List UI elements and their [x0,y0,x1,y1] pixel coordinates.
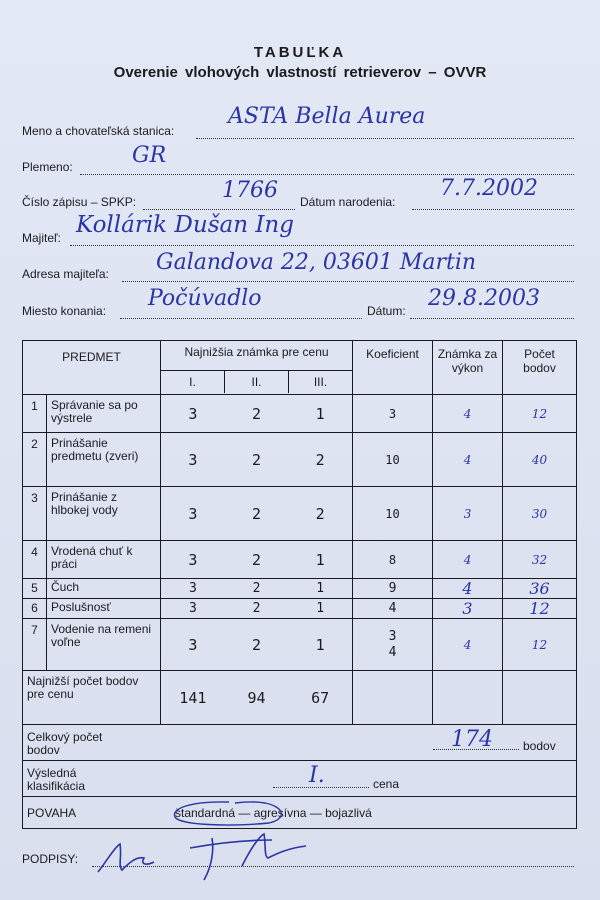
row-min-marks: 3 2 1 [161,395,353,433]
table-header-row [23,341,577,395]
header-mark: Známka za výkon [433,341,503,395]
row-coef: 9 [353,579,433,599]
row-min-marks: 3 2 1 [161,599,353,619]
row-subject: Prinášanie predmetu (zveri) [47,433,161,487]
table-row [23,487,577,541]
row-coef: 4 [353,599,433,619]
total-label: Celkový počet bodov [27,730,103,757]
signatures-label: PODPISY: [22,852,79,866]
date-value[interactable]: 29.8.2003 [428,286,540,311]
row-number: 4 [23,541,47,579]
min-total-values: 141 94 67 [161,671,353,725]
row-min-marks: 3 2 2 [161,487,353,541]
row-min-marks: 3 2 1 [161,619,353,671]
row-number: 6 [23,599,47,619]
table-row [23,433,577,487]
header-min-mark: Najnižšia známka pre cenu I. II. III. [161,341,353,395]
row-subject: Vrodená chuť k práci [47,541,161,579]
form-subtitle: Overenie vlohových vlastností retrieverov – OVVR [113,64,487,81]
reg-line [143,209,295,210]
row-number: 1 [23,395,47,433]
name-label: Meno a chovateľská stanica: [22,124,175,138]
row-min-marks: 3 2 1 [161,541,353,579]
row-points[interactable]: 32 [503,541,577,579]
nature-label: POVAHA [27,806,77,820]
header-points: Počet bodov [503,341,577,395]
row-points[interactable]: 30 [503,487,577,541]
owner-value[interactable]: Kollárik Dušan Ing [76,212,294,238]
row-mark[interactable]: 3 [433,599,503,619]
header-min-3: III. [288,371,352,393]
total-unit: bodov [523,739,556,753]
header-subject: PREDMET [23,341,161,395]
date-label: Dátum: [367,304,406,318]
breed-label: Plemeno: [22,160,73,174]
row-subject: Poslušnosť [47,599,161,619]
row-mark[interactable]: 4 [433,395,503,433]
reg-value[interactable]: 1766 [222,178,278,203]
class-cell [23,761,577,797]
row-coef: 10 [353,487,433,541]
table-row [23,395,577,433]
min-total-empty [353,671,433,725]
header-coef: Koeficient [353,341,433,395]
nature-cell [23,797,577,829]
row-min-marks: 3 2 1 [161,579,353,599]
row-points[interactable]: 12 [503,619,577,671]
total-cell [23,725,577,761]
header-min-2: II. [224,371,288,393]
table-row [23,599,577,619]
row-subject: Čuch [47,579,161,599]
row-points[interactable]: 40 [503,433,577,487]
row-number: 5 [23,579,47,599]
row-mark[interactable]: 4 [433,433,503,487]
min-total-label: Najnižší počet bodov pre cenu [23,671,161,725]
table-row [23,619,577,671]
row-points[interactable]: 12 [503,395,577,433]
class-label: Výsledná klasifikácia [27,766,86,793]
row-number: 7 [23,619,47,671]
birth-label: Dátum narodenia: [300,195,396,209]
name-value[interactable]: ASTA Bella Aurea [228,104,426,129]
place-label: Miesto konania: [22,304,107,318]
address-value[interactable]: Galandova 22, 03601 Martin [156,250,477,275]
birth-line [412,209,574,210]
class-value[interactable]: I. [309,763,325,788]
nature-row [23,797,577,829]
row-coef: 3 4 [353,619,433,671]
min-total-empty [433,671,503,725]
table-row [23,541,577,579]
row-subject: Správanie sa po výstrele [47,395,161,433]
owner-line [70,245,574,246]
evaluation-table [22,340,577,829]
row-mark[interactable]: 4 [433,619,503,671]
row-subject: Prinášanie z hlbokej vody [47,487,161,541]
breed-value[interactable]: GR [132,143,167,168]
total-row [23,725,577,761]
place-value[interactable]: Počúvadlo [148,286,262,311]
reg-label: Číslo zápisu – SPKP: [22,195,137,209]
table-row [23,579,577,599]
row-number: 2 [23,433,47,487]
row-coef: 8 [353,541,433,579]
place-line [120,318,362,319]
total-value[interactable]: 174 [451,727,493,752]
address-label: Adresa majiteľa: [22,267,109,281]
min-total-empty [503,671,577,725]
row-number: 3 [23,487,47,541]
class-unit: cena [373,777,400,791]
birth-value[interactable]: 7.7.2002 [440,176,538,201]
row-mark[interactable]: 4 [433,579,503,599]
signature-icon [92,826,332,886]
row-points[interactable]: 36 [503,579,577,599]
date-line [410,318,574,319]
address-line [122,281,574,282]
owner-label: Majiteľ: [22,231,61,245]
min-total-row [23,671,577,725]
nature-options: štandardná — agresívna — bojazlivá [175,806,372,820]
row-points[interactable]: 12 [503,599,577,619]
row-mark[interactable]: 4 [433,541,503,579]
name-line [196,138,574,139]
class-row [23,761,577,797]
row-coef: 3 [353,395,433,433]
breed-line [80,174,574,175]
header-min-1: I. [189,375,196,389]
circle-mark-icon [169,799,289,829]
row-subject: Vodenie na remeni voľne [47,619,161,671]
row-min-marks: 3 2 2 [161,433,353,487]
row-mark[interactable]: 3 [433,487,503,541]
form-title: TABUĽKA [253,44,347,61]
row-coef: 10 [353,433,433,487]
